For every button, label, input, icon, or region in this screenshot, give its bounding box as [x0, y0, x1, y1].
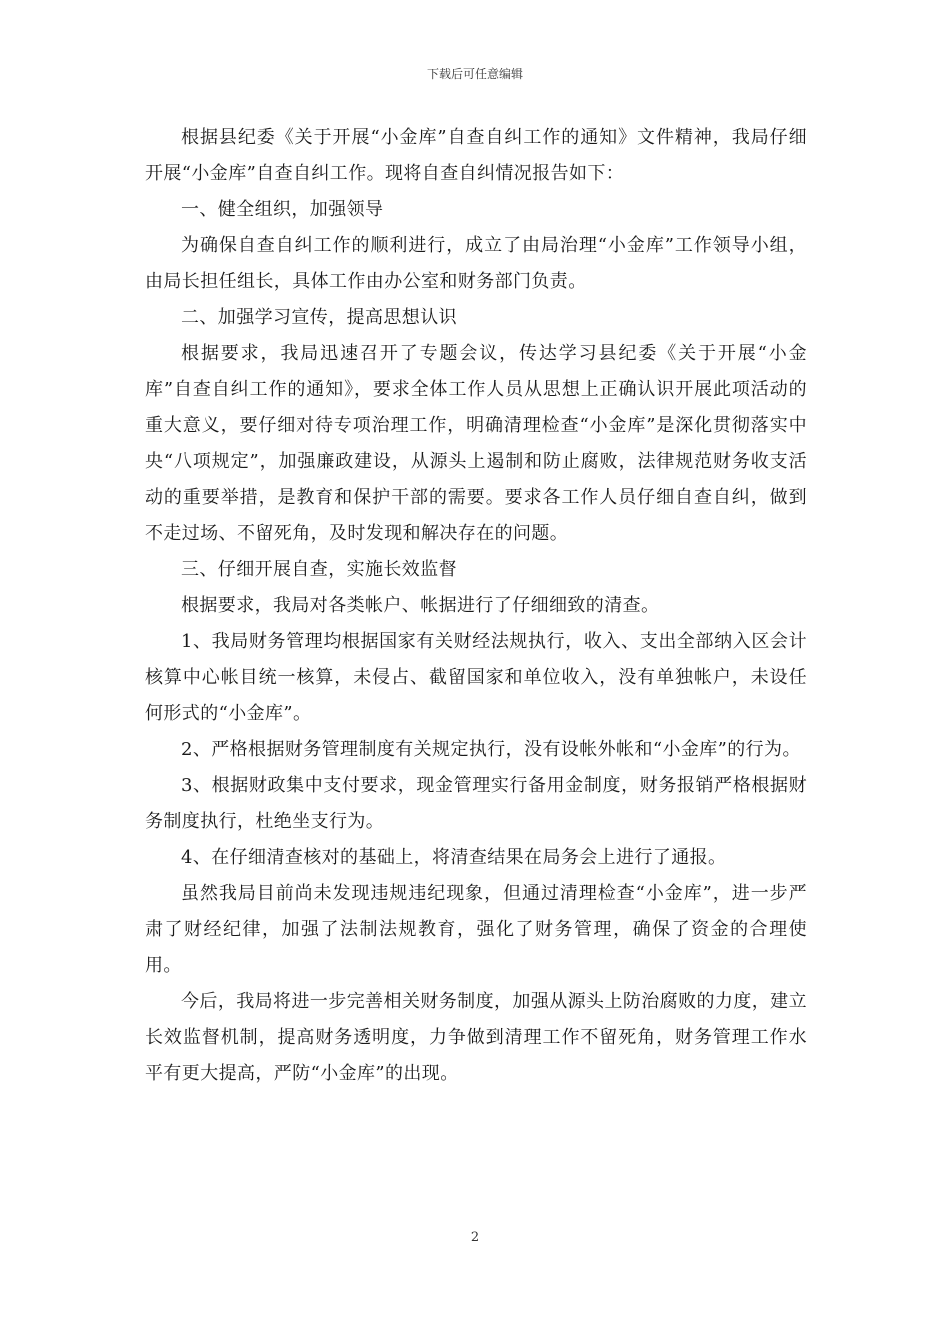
closing-paragraph: 今后，我局将进一步完善相关财务制度，加强从源头上防治腐败的力度，建立长效监督机制，提高财务透明度，力争做到清理工作不留死角，财务管理工作水平有更大提高，严防“小金库”的出现。	[145, 991, 807, 1084]
section-heading-2: 二、加强学习宣传，提高思想认识	[181, 307, 457, 328]
document-body	[145, 120, 807, 1092]
section-heading-3: 三、仔细开展自查，实施长效监督	[181, 559, 457, 580]
body-paragraph: 根据要求，我局对各类帐户、帐据进行了仔细细致的清查。	[181, 595, 660, 616]
page-number: 2	[470, 1230, 480, 1245]
page-header: 下载后可任意编辑	[426, 67, 523, 81]
summary-paragraph: 虽然我局目前尚未发现违规违纪现象，但通过清理检查“小金库”，进一步严肃了财经纪律，加强了法制法规教育，强化了财务管理，确保了资金的合理使用。	[145, 883, 807, 976]
body-paragraph: 为确保自查自纠工作的顺利进行，成立了由局治理“小金库”工作领导小组，由局长担任组长，具体工作由办公室和财务部门负责。	[145, 235, 807, 292]
list-item-1: 1、我局财务管理均根据国家有关财经法规执行，收入、支出全部纳入区会计核算中心帐目统一核算，未侵占、截留国家和单位收入，没有单独帐户，未设任何形式的“小金库”。	[145, 631, 807, 724]
intro-paragraph: 根据县纪委《关于开展“小金库”自查自纠工作的通知》文件精神，我局仔细开展“小金库”自查自纠工作。现将自查自纠情况报告如下：	[145, 127, 807, 184]
section-heading-1: 一、健全组织，加强领导	[181, 199, 384, 220]
body-paragraph: 根据要求，我局迅速召开了专题会议，传达学习县纪委《关于开展“小金库”自查自纠工作的通知》，要求全体工作人员从思想上正确认识开展此项活动的重大意义，要仔细对待专项治理工作，明确清理检查“小金库”是深化贯彻落实中央“八项规定”，加强廉政建设，从源头上遏制和防止腐败，法律规范财务收支活动的重要举措，是教育和保护干部的需要。要求各工作人员仔细自查自纠，做到不走过场、不留死角，及时发现和解决存在的问题。	[145, 343, 807, 544]
list-item-4: 4、在仔细清查核对的基础上，将清查结果在局务会上进行了通报。	[181, 847, 727, 868]
list-item-3: 3、根据财政集中支付要求，现金管理实行备用金制度，财务报销严格根据财务制度执行，杜绝坐支行为。	[145, 775, 807, 832]
list-item-2: 2、严格根据财务管理制度有关规定执行，没有设帐外帐和“小金库”的行为。	[181, 739, 801, 760]
